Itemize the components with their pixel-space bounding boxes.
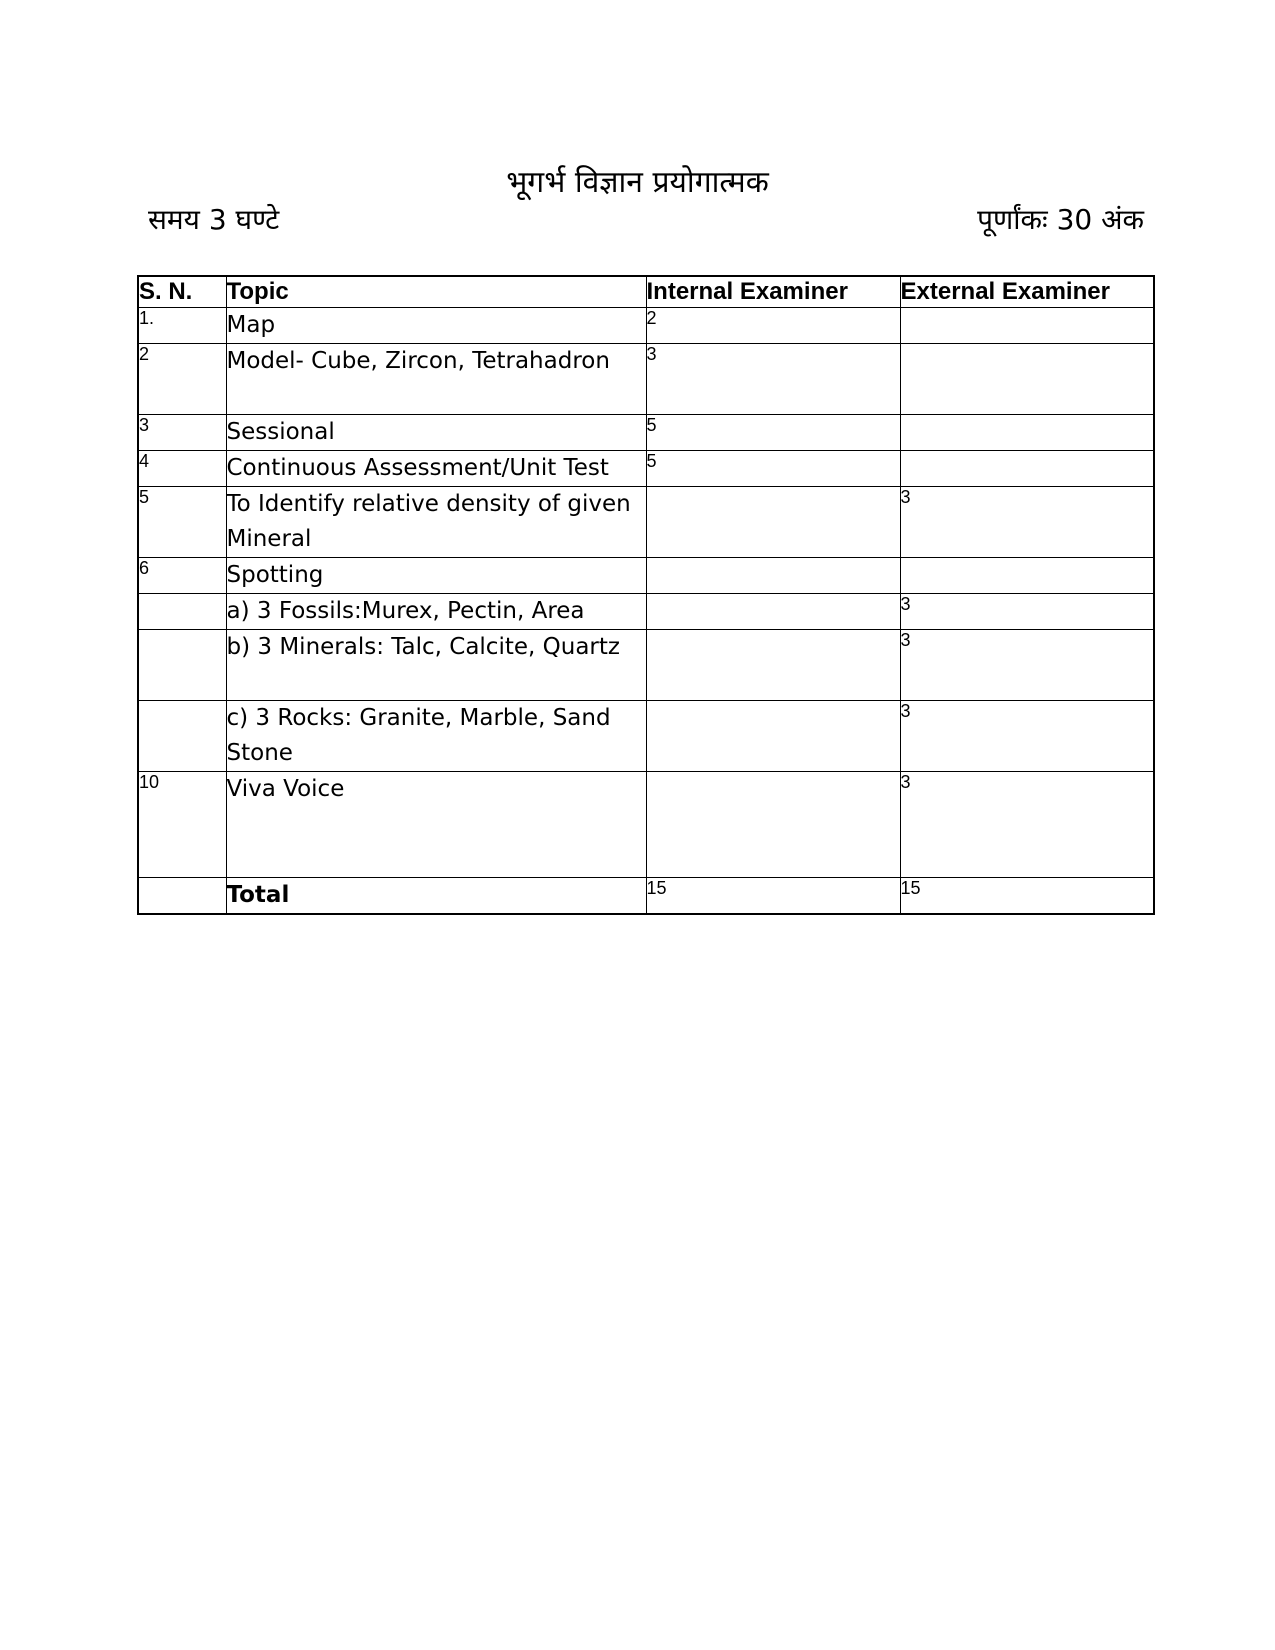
row-internal-marks <box>646 558 900 594</box>
table-row <box>138 772 1154 878</box>
row-internal-marks <box>646 630 900 701</box>
row-external-marks: 3 <box>900 630 1154 701</box>
row-external-marks: 3 <box>900 772 1154 878</box>
column-header-external: External Examiner <box>900 276 1154 308</box>
table-row <box>138 558 1154 594</box>
row-sn <box>138 878 226 915</box>
row-external-marks <box>900 308 1154 344</box>
row-external-marks: 3 <box>900 701 1154 772</box>
row-external-marks <box>900 451 1154 487</box>
row-internal-marks <box>646 594 900 630</box>
row-topic: Map <box>226 308 646 344</box>
row-sn: 1. <box>138 308 226 344</box>
table-row <box>138 308 1154 344</box>
page-title: भूगर्भ विज्ञान प्रयोगात्मक <box>506 165 769 200</box>
table-row <box>138 487 1154 558</box>
row-sn <box>138 701 226 772</box>
row-external-marks: 3 <box>900 594 1154 630</box>
row-topic: Continuous Assessment/Unit Test <box>226 451 646 487</box>
row-topic: To Identify relative density of given Mineral <box>226 487 646 558</box>
row-topic: Spotting <box>226 558 646 594</box>
table-row <box>138 594 1154 630</box>
column-header-sn: S. N. <box>138 276 226 308</box>
row-sn: 5 <box>138 487 226 558</box>
row-sn: 10 <box>138 772 226 878</box>
row-internal-marks: 5 <box>646 415 900 451</box>
row-topic: c) 3 Rocks: Granite, Marble, Sand Stone <box>226 701 646 772</box>
row-sn: 6 <box>138 558 226 594</box>
table-row <box>138 415 1154 451</box>
row-external-marks <box>900 415 1154 451</box>
row-topic: b) 3 Minerals: Talc, Calcite, Quartz <box>226 630 646 701</box>
total-external-marks: 15 <box>900 878 1154 915</box>
total-label: Total <box>226 878 646 915</box>
column-header-internal: Internal Examiner <box>646 276 900 308</box>
row-external-marks: 3 <box>900 487 1154 558</box>
maximum-marks: पूर्णांकः 30 अंक <box>977 203 1144 236</box>
column-header-topic: Topic <box>226 276 646 308</box>
row-topic: Viva Voice <box>226 772 646 878</box>
row-topic: Model- Cube, Zircon, Tetrahadron <box>226 344 646 415</box>
marks-table <box>137 275 1155 915</box>
table-row <box>138 630 1154 701</box>
row-topic: Sessional <box>226 415 646 451</box>
row-sn: 4 <box>138 451 226 487</box>
row-external-marks <box>900 344 1154 415</box>
row-internal-marks: 3 <box>646 344 900 415</box>
row-internal-marks: 2 <box>646 308 900 344</box>
table-row <box>138 344 1154 415</box>
total-internal-marks: 15 <box>646 878 900 915</box>
row-internal-marks: 5 <box>646 451 900 487</box>
row-sn <box>138 594 226 630</box>
row-sn <box>138 630 226 701</box>
row-internal-marks <box>646 772 900 878</box>
table-row <box>138 451 1154 487</box>
table-row <box>138 701 1154 772</box>
exam-duration: समय 3 घण्टे <box>148 203 280 236</box>
table-total-row <box>138 878 1154 915</box>
row-sn: 2 <box>138 344 226 415</box>
row-sn: 3 <box>138 415 226 451</box>
row-external-marks <box>900 558 1154 594</box>
row-topic: a) 3 Fossils:Murex, Pectin, Area <box>226 594 646 630</box>
table-header-row <box>138 276 1154 308</box>
row-internal-marks <box>646 701 900 772</box>
row-internal-marks <box>646 487 900 558</box>
